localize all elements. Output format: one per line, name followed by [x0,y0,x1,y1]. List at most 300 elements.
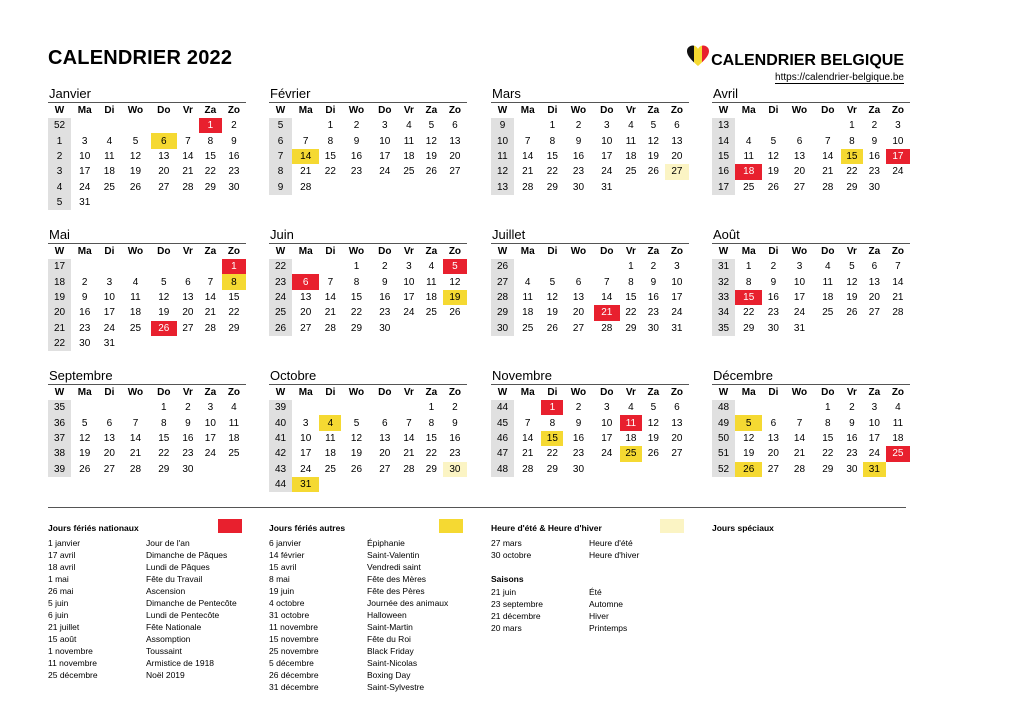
day-cell: 30 [182,463,194,475]
day-cell: 23 [449,448,461,460]
empty-cell [222,462,246,477]
week-row [269,431,467,446]
day-cell: 24 [79,181,91,193]
weekday-header: Zo [891,387,905,398]
day-cell: 8 [222,274,246,289]
weekday-header: Za [647,246,660,257]
day-cell: 17 [886,149,910,164]
day-cell: 20 [793,166,806,178]
weekday-header: Zo [227,246,241,257]
week-number: 24 [269,290,292,305]
day-cell: 1 [849,120,855,132]
site-url-link[interactable] [775,72,904,83]
week-row [491,259,689,274]
day-cell: 25 [620,446,642,461]
empty-cell [151,118,177,133]
day-cell: 30 [79,338,91,350]
day-cell: 30 [647,322,659,334]
empty-cell [199,336,222,351]
week-number: 40 [269,415,292,430]
day-cell: 10 [379,135,391,147]
week-number: 15 [712,149,735,164]
weekday-header: Ma [741,387,756,398]
day-cell: 8 [207,135,214,147]
month-5 [48,227,246,351]
day-cell: 29 [546,181,558,193]
legend-label: Fête Nationale [146,622,202,632]
day-cell: 2 [650,261,657,273]
day-cell: 9 [849,417,855,429]
legend-item [48,609,237,621]
day-cell: 8 [824,417,831,429]
day-cell: 20 [572,307,585,319]
day-cell: 9 [452,417,458,429]
month-name: Février [269,86,467,103]
day-cell: 3 [796,261,803,273]
day-cell: 4 [406,120,412,132]
weekday-header: Wo [570,387,587,398]
day-cell: 14 [892,276,904,288]
day-cell: 9 [575,417,582,429]
day-cell: 2 [575,120,582,132]
month-1 [48,86,246,210]
legend-item [269,645,448,657]
legend-label: Assomption [146,634,191,644]
legend-date: 19 juin [269,586,295,596]
empty-cell [420,477,443,492]
day-cell: 6 [381,417,388,429]
legend-date: 27 mars [491,538,522,548]
week-number: 23 [269,274,292,289]
day-cell: 3 [381,120,388,132]
legend-item [491,598,627,610]
day-cell: 19 [443,290,467,305]
empty-cell [863,321,886,336]
weekday-header: Zo [670,387,684,398]
day-cell: 18 [625,432,637,444]
week-row [269,259,467,274]
brand-name: CALENDRIER BELGIQUE [711,52,904,69]
empty-cell [372,477,398,492]
day-cell: 5 [428,120,435,132]
legend-label: Fête des Mères [367,574,427,584]
day-cell: 18 [822,291,834,303]
empty-cell [71,400,98,415]
weekday-header: Ma [520,387,535,398]
day-cell: 12 [425,135,437,147]
empty-cell [514,259,541,274]
day-cell: 7 [132,417,139,429]
day-cell: 28 [601,322,613,334]
legend-date: 20 mars [491,623,522,633]
week-row [491,462,689,477]
legend-label: Fête des Pères [367,586,425,596]
weekday-header: W [718,246,729,257]
week-number: 38 [48,446,71,461]
empty-cell [420,180,443,195]
day-cell: 24 [403,307,415,319]
month-4 [712,86,910,195]
legend-date: 1 janvier [48,538,81,548]
week-number: 6 [269,133,292,148]
week-number: 28 [491,290,514,305]
day-cell: 15 [546,150,558,162]
weekday-header: W [497,387,508,398]
day-cell: 13 [671,417,683,429]
legend-item [48,537,237,549]
day-cell: 9 [770,276,777,288]
weekday-header: W [497,105,508,116]
day-cell: 27 [182,322,194,334]
weekday-header: W [497,246,508,257]
legend-label: Saint-Nicolas [367,658,418,668]
week-row [491,149,689,164]
legend-date: 31 octobre [269,610,310,620]
legend-label: Black Friday [367,646,414,656]
day-cell: 17 [403,291,415,303]
empty-cell [541,259,563,274]
legend-label: Fête du Roi [367,634,411,644]
day-cell: 12 [647,417,659,429]
empty-cell [735,118,762,133]
day-cell: 21 [129,448,142,460]
empty-cell [120,336,150,351]
empty-cell [443,180,467,195]
legend-label: Dimanche de Pâques [146,550,228,560]
week-row [712,290,910,305]
weekday-header: Zo [670,246,684,257]
legend-date: 15 août [48,634,77,644]
legend-item [269,609,448,621]
week-number: 51 [712,446,735,461]
weekday-header: Ma [77,387,92,398]
empty-cell [514,400,541,415]
empty-cell [341,477,371,492]
empty-cell [177,118,199,133]
day-cell: 4 [745,135,752,147]
page-title: CALENDRIER 2022 [48,47,233,69]
empty-cell [341,180,371,195]
day-cell: 18 [129,307,142,319]
month-11 [491,368,689,477]
weekday-header: Vr [403,246,414,257]
legend-label: Saint-Valentin [367,550,420,560]
weekday-header: Di [547,387,558,398]
legend-date: 4 octobre [269,598,305,608]
week-row [269,118,467,133]
empty-cell [620,462,642,477]
week-number: 25 [269,305,292,320]
month-name: Juillet [491,227,689,244]
legend-item [491,537,639,549]
day-cell: 26 [425,166,437,178]
week-row [48,290,246,305]
day-cell: 26 [735,462,762,477]
day-cell: 1 [160,402,167,414]
weekday-header: Ma [520,105,535,116]
day-cell: 1 [541,400,563,415]
week-row [712,321,910,336]
weekday-header: Di [104,387,115,398]
empty-cell [398,477,420,492]
weekday-header: Wo [791,246,808,257]
day-cell: 25 [886,446,910,461]
day-cell: 25 [625,166,637,178]
day-cell: 4 [231,402,237,414]
day-cell: 28 [793,463,806,475]
week-row [491,321,689,336]
day-cell: 31 [601,181,613,193]
day-cell: 4 [428,261,435,273]
weekday-header: Vr [625,105,636,116]
week-number: 35 [712,321,735,336]
week-number: 26 [269,321,292,336]
day-cell: 30 [572,181,585,193]
day-cell: 15 [204,150,216,162]
day-cell: 9 [575,135,582,147]
day-cell: 21 [594,305,620,320]
day-cell: 24 [379,166,391,178]
day-cell: 24 [793,307,806,319]
legend-seasons-title: Saisons [491,574,524,584]
day-cell: 16 [228,150,240,162]
legend-date: 30 octobre [491,550,532,560]
week-number: 46 [491,431,514,446]
day-cell: 28 [522,181,534,193]
day-cell: 3 [871,402,878,414]
weekday-header: Wo [570,105,587,116]
week-number: 10 [491,133,514,148]
weekday-header: Do [821,387,835,398]
week-row [48,462,246,477]
week-row [491,118,689,133]
day-cell: 19 [79,448,91,460]
legend-item [269,597,448,609]
empty-cell [120,195,150,210]
day-cell: 31 [793,322,806,334]
week-row [712,400,910,415]
day-cell: 13 [103,432,115,444]
day-cell: 10 [403,276,415,288]
legend-date: 26 décembre [269,670,319,680]
empty-cell [319,477,341,492]
day-cell: 14 [182,150,194,162]
day-cell: 4 [132,276,139,288]
day-cell: 6 [292,274,319,289]
day-cell: 27 [572,322,585,334]
legend-label: Vendredi saint [367,562,421,572]
day-cell: 18 [735,164,762,179]
month-9 [48,368,246,477]
day-cell: 4 [628,402,634,414]
empty-cell [319,400,341,415]
weekday-header: Za [204,387,217,398]
legend-label: Toussaint [146,646,182,656]
weekday-header: Ma [77,105,92,116]
week-number: 30 [491,321,514,336]
day-cell: 3 [406,261,412,273]
day-cell: 23 [182,448,194,460]
day-cell: 22 [228,307,240,319]
week-number: 21 [48,321,71,336]
day-cell: 30 [846,463,858,475]
legend-item [269,549,448,561]
empty-cell [642,462,665,477]
day-cell: 21 [822,166,834,178]
day-cell: 6 [871,261,878,273]
day-cell: 28 [204,322,216,334]
weekday-header: Vr [625,246,636,257]
day-cell: 8 [549,135,556,147]
legend-date: 1 novembre [48,646,93,656]
day-cell: 10 [793,276,806,288]
day-cell: 4 [319,415,341,430]
day-cell: 22 [846,166,858,178]
day-cell: 22 [546,166,558,178]
day-cell: 13 [793,150,806,162]
week-number: 39 [269,400,292,415]
weekday-header: W [718,387,729,398]
day-cell: 27 [671,448,683,460]
day-cell: 28 [822,181,834,193]
day-cell: 8 [549,417,556,429]
day-cell: 29 [350,322,363,334]
legend-special-swatch [660,519,684,533]
day-cell: 21 [522,166,534,178]
day-cell: 29 [158,463,170,475]
day-cell: 1 [824,402,831,414]
week-row [712,133,910,148]
day-cell: 11 [325,432,336,444]
week-number: 2 [48,149,71,164]
day-cell: 6 [151,133,177,148]
legend-item [48,573,237,585]
week-number: 22 [48,336,71,351]
day-cell: 6 [452,120,458,132]
month-name: Août [712,227,910,244]
legend-label: Boxing Day [367,670,411,680]
day-cell: 29 [546,463,558,475]
day-cell: 17 [793,291,806,303]
week-row [491,305,689,320]
week-row [491,133,689,148]
weekday-header: Wo [348,387,365,398]
day-cell: 29 [625,322,637,334]
day-cell: 27 [665,164,689,179]
month-name: Octobre [269,368,467,385]
legend-date: 15 novembre [269,634,319,644]
day-cell: 15 [841,149,863,164]
week-number: 18 [48,274,71,289]
day-cell: 16 [868,150,880,162]
week-number: 4 [48,180,71,195]
day-cell: 5 [650,120,657,132]
weekday-header: Vr [182,246,193,257]
legend-date: 5 juin [48,598,69,608]
day-cell: 24 [671,307,683,319]
day-cell: 5 [549,276,556,288]
day-cell: 23 [572,166,585,178]
day-cell: 29 [846,181,858,193]
day-cell: 15 [625,291,637,303]
weekday-header: Ma [298,387,313,398]
day-cell: 11 [130,291,141,303]
day-cell: 2 [185,402,191,414]
legend-other-list [269,537,448,693]
day-cell: 6 [575,276,582,288]
day-cell: 9 [353,135,360,147]
day-cell: 8 [327,135,334,147]
day-cell: 5 [160,276,167,288]
month-10 [269,368,467,492]
weekday-header: W [718,105,729,116]
day-cell: 14 [129,432,142,444]
legend-item [491,586,627,598]
week-number: 49 [712,415,735,430]
week-number: 41 [269,431,292,446]
weekday-header: Za [868,246,881,257]
week-row [712,180,910,195]
day-cell: 28 [324,322,336,334]
day-cell: 2 [353,120,360,132]
week-number: 33 [712,290,735,305]
day-cell: 16 [647,291,659,303]
day-cell: 16 [846,432,858,444]
day-cell: 17 [601,150,613,162]
day-cell: 24 [868,448,880,460]
empty-cell [222,336,246,351]
day-cell: 2 [452,402,458,414]
empty-cell [341,400,371,415]
legend-label: Hiver [589,611,609,621]
week-row [491,164,689,179]
day-cell: 17 [379,150,391,162]
day-cell: 21 [182,166,194,178]
weekday-header: Zo [448,105,462,116]
weekday-header: Do [378,387,392,398]
month-3 [491,86,689,195]
legend-item [48,597,237,609]
day-cell: 12 [846,276,858,288]
month-name: Janvier [48,86,246,103]
day-cell: 2 [575,402,582,414]
day-cell: 28 [892,307,904,319]
day-cell: 26 [546,322,558,334]
week-row [269,446,467,461]
day-cell: 22 [822,448,834,460]
weekday-header: Zo [891,246,905,257]
empty-cell [98,400,120,415]
day-cell: 26 [647,166,659,178]
weekday-header: Zo [670,105,684,116]
day-cell: 1 [353,261,360,273]
day-cell: 11 [403,135,415,147]
weekday-header: Ma [77,246,92,257]
weekday-header: Vr [182,387,193,398]
week-number: 52 [48,118,71,133]
legend-date: 1 mai [48,574,69,584]
weekday-header: Vr [846,387,857,398]
week-row [269,164,467,179]
day-cell: 9 [381,276,388,288]
empty-cell [665,462,689,477]
day-cell: 29 [228,322,240,334]
day-cell: 7 [406,417,412,429]
legend-label: Automne [589,599,624,609]
legend-national-list [48,537,237,681]
weekday-header: Zo [227,105,241,116]
site-url-text: https://calendrier-belgique.be [775,72,904,83]
